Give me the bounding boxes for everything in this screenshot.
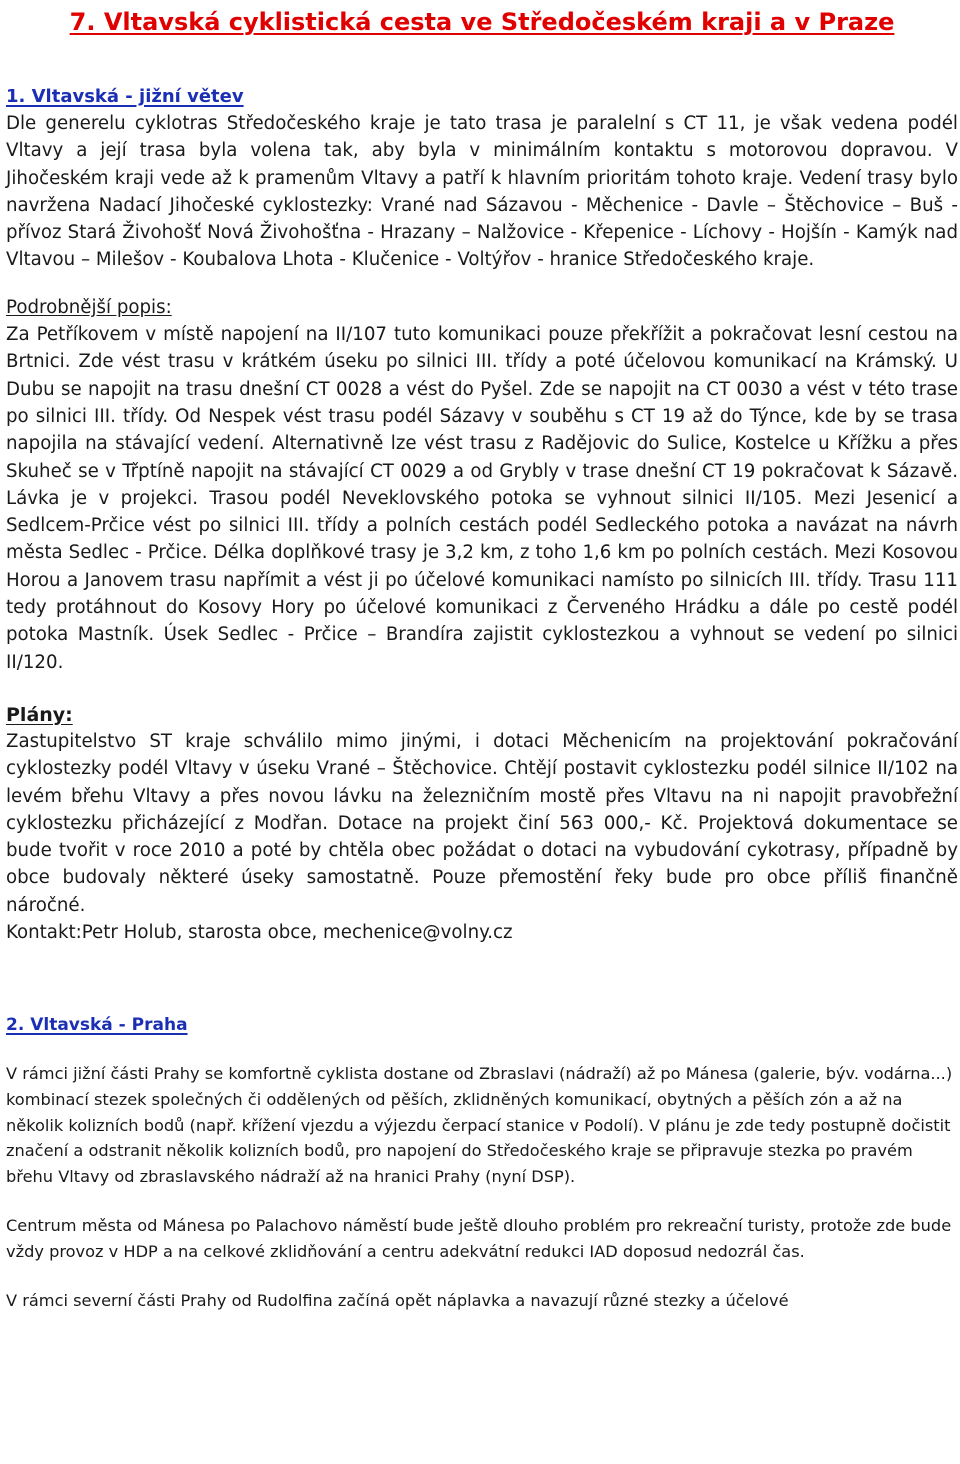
- detail-paragraph: Za Petříkovem v místě napojení na II/107 tuto komunikaci pouze překřížit a pokračovat lesní cestou na Brtnici. Zde vést trasu v krátkém úseku po silnici III. třídy a poté účelovou komunikací na Krámský. U Dubu se napojit na trasu dnešní CT 0028 a vést do Pyšel. Zde se napojit na CT 0030 a vést v této trase po silnici III. třídy. Od Nespek vést trasu podél Sázavy v souběhu s CT 19 až do Týnce, kde by se trasa napojila na stávající vedení. Alternativně lze vést trasu z Radějovic do Sulice, Kostelce u Křížku a přes Skuheč se v Třptíně napojit na stávající CT 0029 a od Grybly v trase dnešní CT 19 pokračovat k Sázavě. Lávka je v projekci. Trasou podél Neveklovského potoka se vyhnout silnici II/105. Mezi Jesenicí a Sedlcem-Prčice vést po silnici III. třídy a polních cestách podél Sedleckého potoka a navázat na návrh města Sedlec - Prčice. Délka doplňkové trasy je 3,2 km, z toho 1,6 km po polních cestách. Mezi Kosovou Horou a Janovem trasu napřímit a vést ji po účelové komunikaci namísto po silnicích III. třídy. Trasu 111 tedy protáhnout do Kosovy Hory po účelové komunikaci z Červeného Hrádku a dále po cestě podél potoka Mastník. Úsek Sedlec - Prčice – Brandíra zajistit cyklostezkou a vyhnout se vedení po silnici II/120.: [6, 324, 958, 673]
- section-heading-south-branch: 1. Vltavská - jižní větev: [6, 86, 244, 107]
- document-title: 7. Vltavská cyklistická cesta ve Středočeském kraji a v Praze: [69, 8, 895, 36]
- document-page: [6, 0, 958, 1314]
- plans-paragraph: Zastupitelstvo ST kraje schválilo mimo jinými, i dotaci Měchenicím na projektování pokračování cyklostezky podél Vltavy v úseku Vrané – Štěchovice. Chtějí postavit cyklostezku podél silnice II/102 na levém břehu Vltavy a přes novou lávku na železničním mostě přes Vltavu na ni napojit pravobřežní cyklostezku přicházející z Modřan. Dotace na projekt činí 563 000,- Kč. Projektová dokumentace se bude tvořit v roce 2010 a poté by chtěla obec požádat o dotaci na vybudování cykotrasy, případně by obce budovaly některé úseky samostatně. Pouze přemostění řeky bude pro obce příliš finančně náročné.: [6, 730, 958, 916]
- section-intro-paragraph: Dle generelu cyklotras Středočeského kraje je tato trasa je paralelní s CT 11, je však vedena podél Vltavy a její trasa byla volena tak, aby byla v minimálním kontaktu s motorovou dopravou. V Jihočeském kraji vede až k pramenům Vltavy a patří k hlavním prioritám tohoto kraje. Vedení trasy bylo navržena Nadací Jihočeské cyklostezky: Vrané nad Sázavou - Měchenice - Davle – Štěchovice – Buš - přívoz Stará Živohošť Nová Živohošťna - Hrazany – Nalžovice - Křepenice - Líchovy - Hojšín - Kamýk nad Vltavou – Milešov - Koubalova Lhota - Klučenice - Voltýřov - hranice Středočeského kraje.: [6, 113, 958, 271]
- contact-line: Kontakt:Petr Holub, starosta obce, mechenice@volny.cz: [6, 922, 513, 944]
- detail-label-text: Podrobnější popis:: [6, 296, 172, 318]
- section-heading-prague: 2. Vltavská - Praha: [6, 1015, 188, 1036]
- prague-paragraph-south: V rámci jižní části Prahy se komfortně cyklista dostane od Zbraslavi (nádraží) až po Mánesa (galerie, býv. vodárna...) kombinací stezek společných či oddělených od pěších, zklidněných komunikací, obytných a pěších zón a až na několik kolizních bodů (např. křížení vjezdu a výjezdu čerpací stanice v Podolí). V plánu je zde tedy postupně dočistit značení a odstranit několik kolizních bodů, pro napojení do Středočeského kraje se připravuje stezka po pravém břehu Vltavy od zbraslavského nádraží až na hranici Prahy (nyní DSP).: [6, 1064, 953, 1186]
- detail-label: [6, 294, 958, 321]
- prague-paragraph-north: V rámci severní části Prahy od Rudolfina začíná opět náplavka a navazují různé stezky a účelové: [6, 1291, 789, 1311]
- prague-paragraph-center: Centrum města od Mánesa po Palachovo náměstí bude ještě dlouho problém pro rekreační turisty, protože zde bude vždy provoz v HDP a na celkové zklidňování a centru adekvátní redukci IAD doposud nedozrál čas.: [6, 1216, 952, 1261]
- plans-heading: Plány:: [6, 703, 73, 726]
